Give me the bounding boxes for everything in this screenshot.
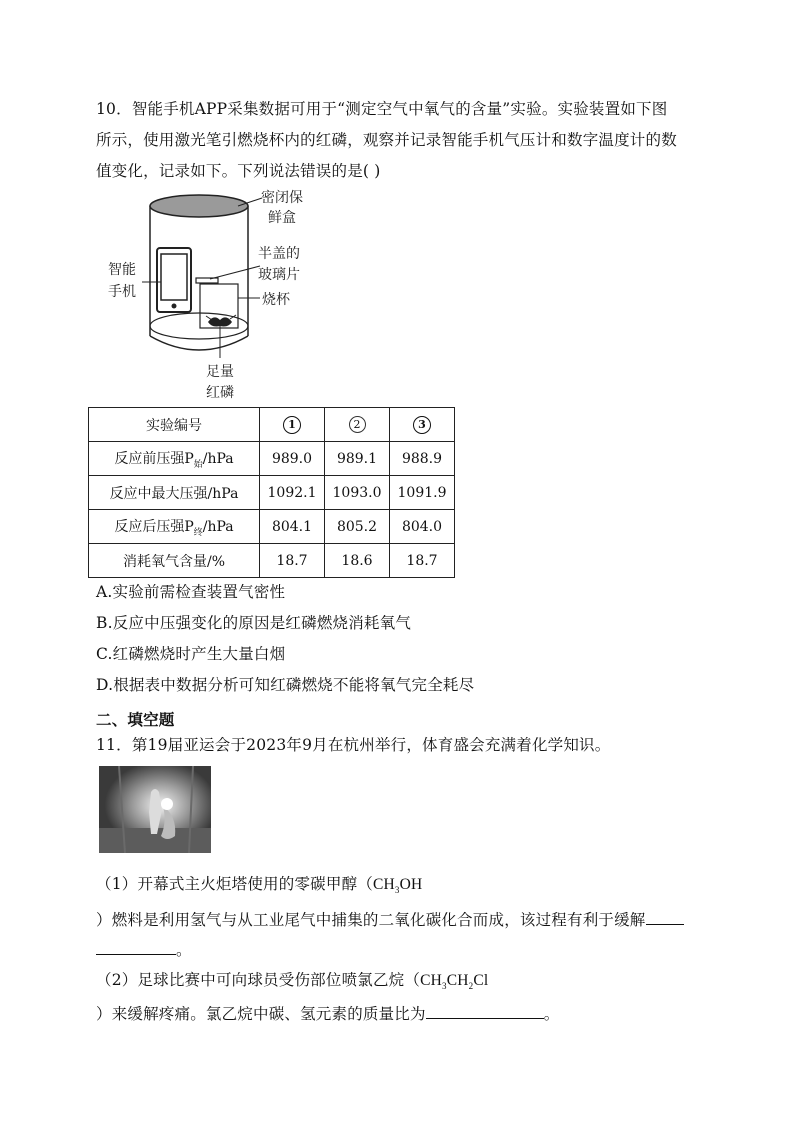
label-glass-1: 半盖的 — [258, 246, 300, 262]
formula-chloroethane: $CH_3CH_2Cl$ — [420, 972, 489, 992]
table-cell: 804.1 — [260, 510, 325, 544]
table-cell: 989.0 — [260, 442, 325, 476]
table-header-exp-2: 2 — [325, 408, 390, 442]
table-cell: 989.1 — [325, 442, 390, 476]
q11-intro: 11．第19届亚运会于2023年9月在杭州举行，体育盛会充满着化学知识。 — [96, 736, 611, 754]
table-cell: 18.7 — [390, 544, 455, 578]
table-cell: 805.2 — [325, 510, 390, 544]
table-row — [89, 476, 455, 510]
answer-blank-1b[interactable] — [96, 940, 176, 955]
answer-blank-1a[interactable] — [646, 910, 684, 925]
row-label-pressure-after: 反应后压强$P_终$/hPa — [89, 510, 260, 544]
table-header-exp-3: 3 — [390, 408, 455, 442]
table-row — [89, 442, 455, 476]
label-phone-1: 智能 — [108, 262, 136, 278]
label-sealed-box-1: 密闭保 — [261, 190, 303, 206]
torch-ceremony-photo — [99, 766, 211, 853]
experiment-apparatus-figure — [100, 186, 320, 404]
label-beaker: 烧杯 — [262, 292, 290, 308]
label-phosphorus-2: 红磷 — [206, 385, 234, 401]
option-d: D.根据表中数据分析可知红磷燃烧不能将氧气完全耗尽 — [96, 676, 475, 694]
q10-line-2: 所示，使用激光笔引燃烧杯内的红磷，观察并记录智能手机气压计和数字温度计的数 — [96, 131, 677, 149]
label-glass-2: 玻璃片 — [258, 267, 300, 283]
option-c: C.红磷燃烧时产生大量白烟 — [96, 645, 286, 663]
answer-blank-2[interactable] — [426, 1004, 544, 1019]
q11-part2-line1: （2）足球比赛中可向球员受伤部位喷氯乙烷（$CH_3CH_2Cl$ — [96, 971, 489, 992]
label-phone-2: 手机 — [108, 284, 136, 300]
formula-methanol: $CH_3OH$ — [372, 876, 423, 896]
q10-line-3: 值变化，记录如下。下列说法错误的是( ) — [96, 162, 381, 180]
q11-part1-line2: ）燃料是利用氢气与从工业尾气中捕集的二氧化碳化合而成，该过程有利于缓解 — [96, 908, 684, 930]
q10-line-1: 10．智能手机APP采集数据可用于“测定空气中氧气的含量”实验。实验装置如下图 — [96, 100, 668, 118]
table-header-exp-1: 1 — [260, 408, 325, 442]
label-phosphorus-1: 足量 — [206, 364, 234, 380]
row-label-oxygen-consumed: 消耗氧气含量/% — [89, 544, 260, 578]
table-cell: 804.0 — [390, 510, 455, 544]
table-header-row — [89, 408, 455, 442]
table-cell: 18.6 — [325, 544, 390, 578]
phone-icon — [157, 248, 191, 312]
row-label-pressure-before: 反应前压强$P_始$/hPa — [89, 442, 260, 476]
q11-part2-line2: ）来缓解疼痛。氯乙烷中碳、氢元素的质量比为 。 — [96, 1005, 560, 1023]
table-row — [89, 510, 455, 544]
table-cell: 1093.0 — [325, 476, 390, 510]
option-b: B.反应中压强变化的原因是红磷燃烧消耗氧气 — [96, 614, 412, 632]
experiment-data-table — [88, 407, 455, 578]
label-sealed-box-2: 鲜盒 — [268, 210, 296, 226]
table-cell: 1092.1 — [260, 476, 325, 510]
option-a: A.实验前需检查装置气密性 — [96, 583, 286, 601]
q11-part1-line1: （1）开幕式主火炬塔使用的零碳甲醇（$CH_3OH$ — [96, 875, 423, 896]
table-header-label: 实验编号 — [89, 408, 260, 442]
table-cell: 1091.9 — [390, 476, 455, 510]
table-cell: 988.9 — [390, 442, 455, 476]
q11-part1-line3: 。 — [96, 938, 192, 960]
section-title: 二、填空题 — [96, 710, 175, 729]
row-label-max-pressure: 反应中最大压强/hPa — [89, 476, 260, 510]
table-row — [89, 544, 455, 578]
table-cell: 18.7 — [260, 544, 325, 578]
